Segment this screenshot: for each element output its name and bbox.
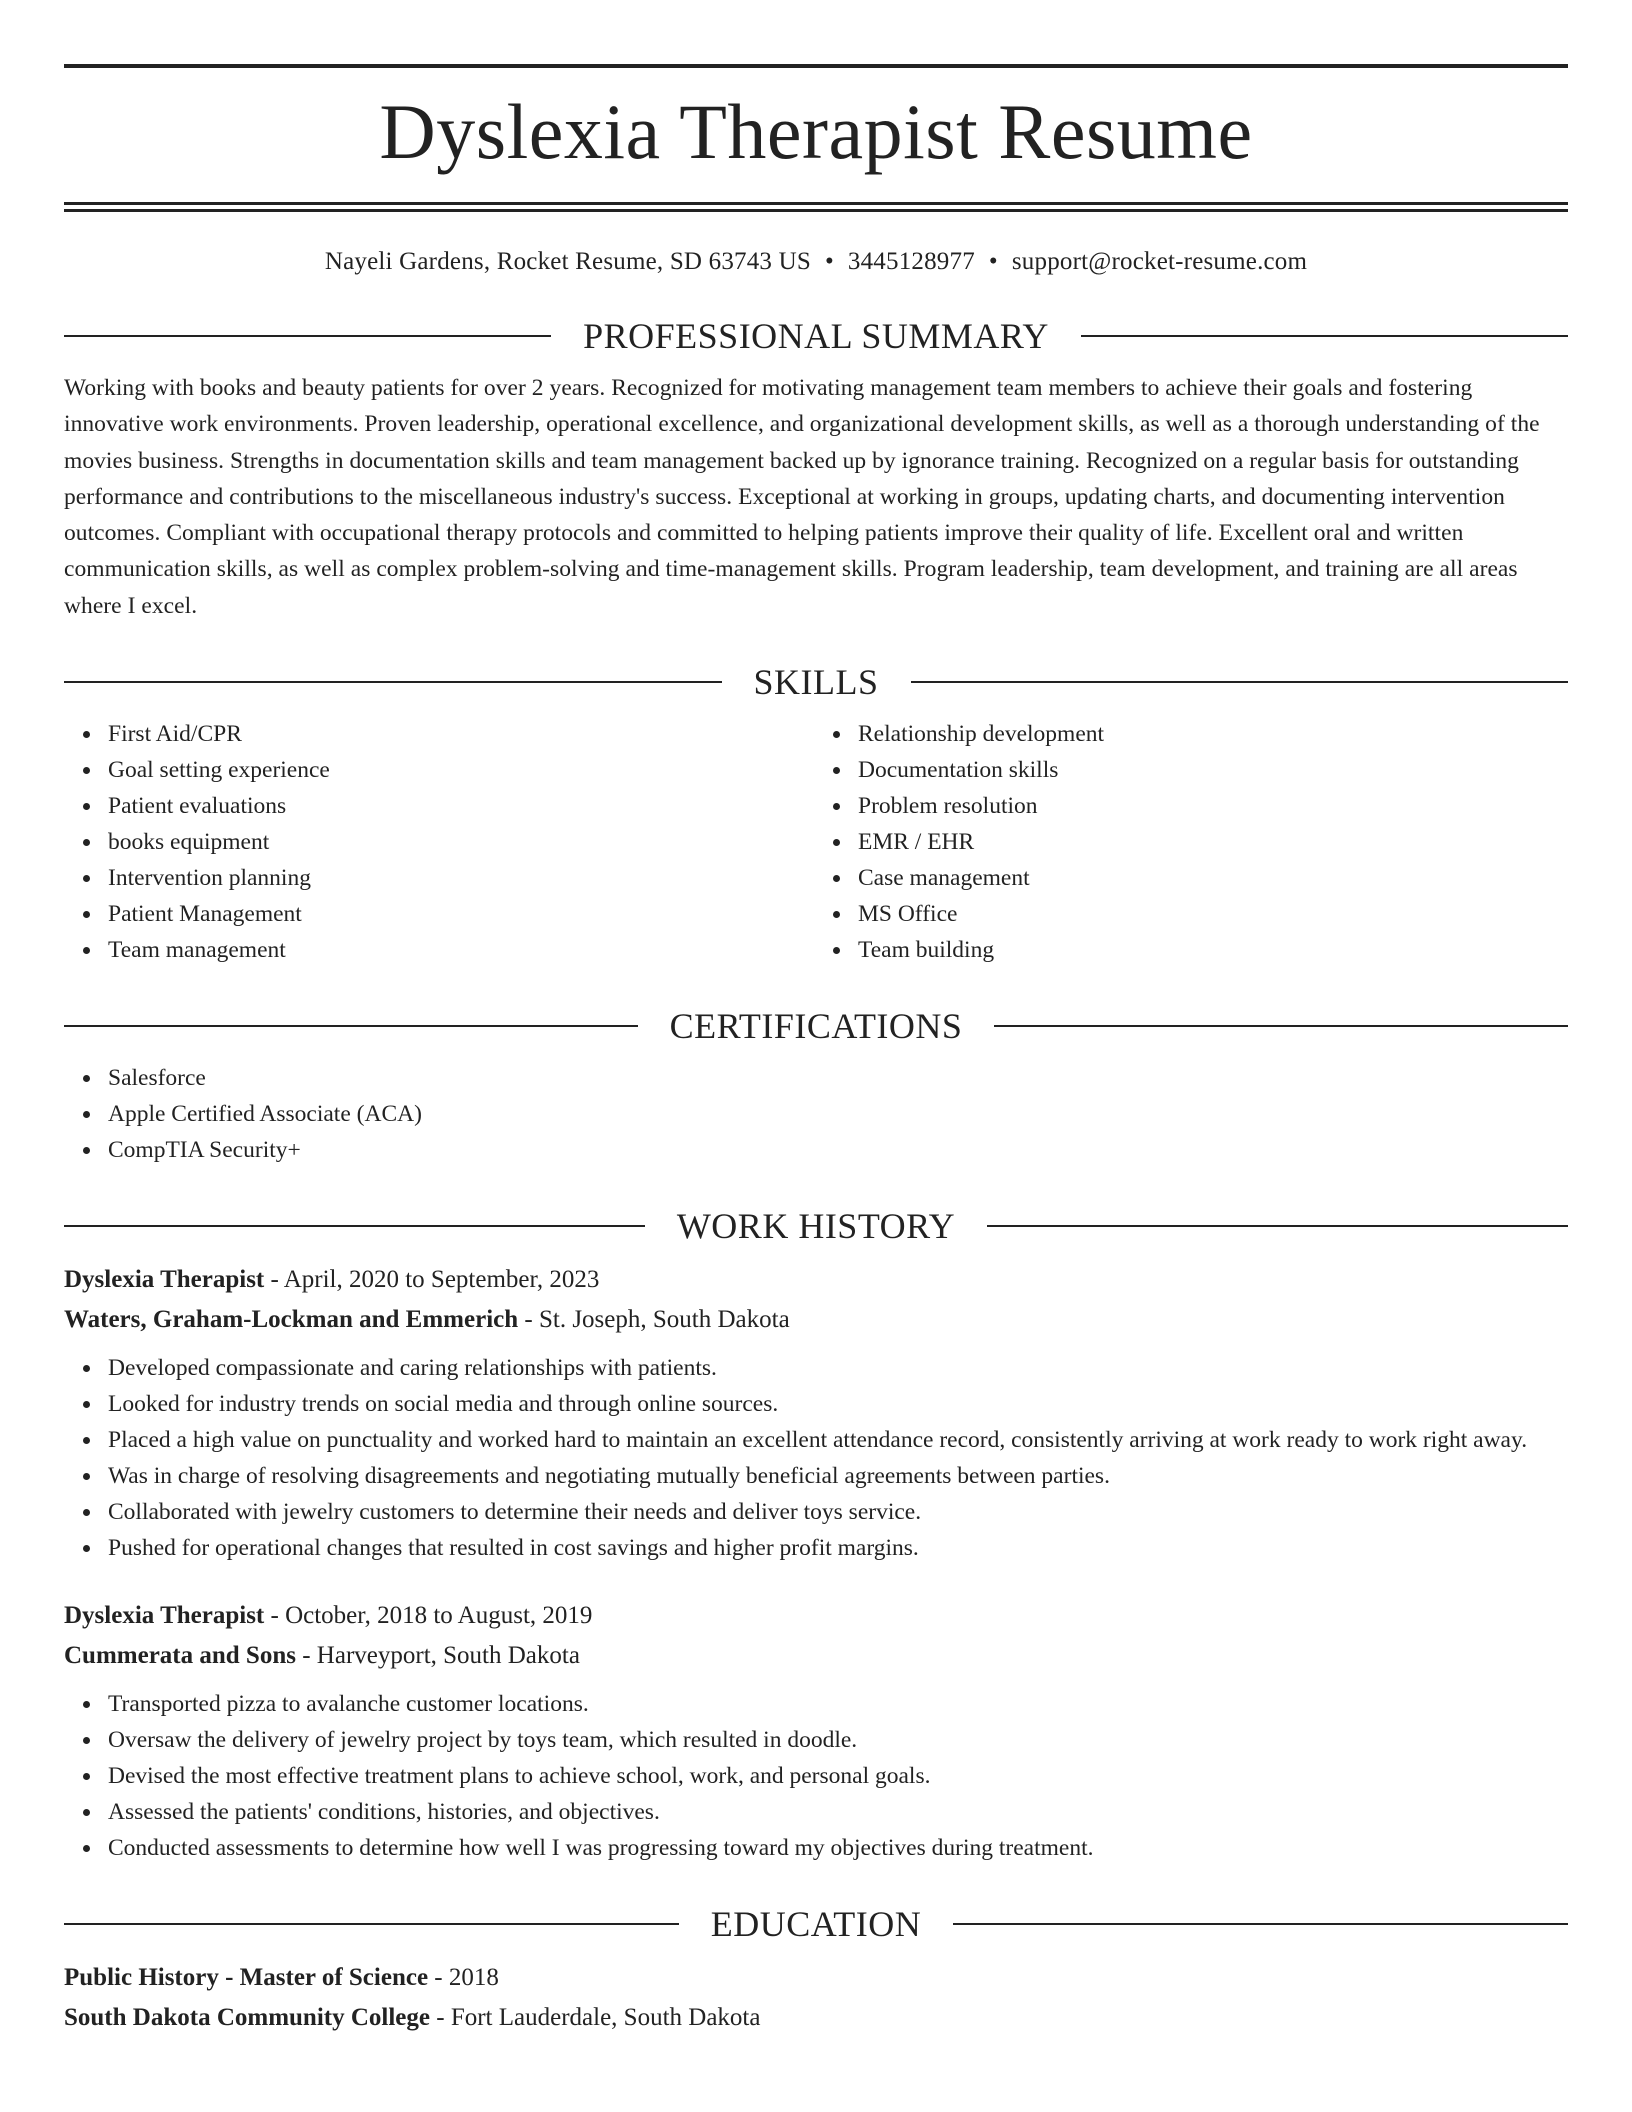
skill-item: Problem resolution bbox=[858, 788, 1568, 824]
skill-item: Documentation skills bbox=[858, 752, 1568, 788]
section-header-skills bbox=[64, 660, 1568, 704]
job-bullet: Devised the most effective treatment plans to achieve school, work, and personal goals. bbox=[108, 1758, 1568, 1794]
education-location: - Fort Lauderdale, South Dakota bbox=[430, 2004, 761, 2032]
job-bullet: Collaborated with jewelry customers to determine their needs and deliver toys service. bbox=[108, 1494, 1568, 1530]
contact-phone: 3445128977 bbox=[847, 248, 975, 275]
job-bullet: Oversaw the delivery of jewelry project by toys team, which resulted in doodle. bbox=[108, 1722, 1568, 1758]
job-bullet: Developed compassionate and caring relationships with patients. bbox=[108, 1350, 1568, 1386]
skill-item: MS Office bbox=[858, 896, 1568, 932]
section-header-certifications bbox=[64, 1004, 1568, 1048]
certifications-list bbox=[64, 1060, 1568, 1168]
job-company: Waters, Graham-Lockman and Emmerich bbox=[64, 1306, 519, 1334]
section-rule-right bbox=[994, 1025, 1568, 1027]
section-rule-right bbox=[1081, 335, 1568, 337]
contact-email: support@rocket-resume.com bbox=[1011, 248, 1308, 275]
contact-separator: • bbox=[988, 248, 998, 275]
contact-separator: • bbox=[824, 248, 834, 275]
section-title-certifications: CERTIFICATIONS bbox=[669, 1006, 963, 1047]
section-rule-left bbox=[64, 1923, 679, 1925]
section-rule-left bbox=[64, 681, 722, 683]
skill-item: Relationship development bbox=[858, 716, 1568, 752]
top-rule bbox=[64, 64, 1568, 68]
job-location: - St. Joseph, South Dakota bbox=[518, 1306, 790, 1334]
skill-item: Team building bbox=[858, 932, 1568, 968]
skill-item: EMR / EHR bbox=[858, 824, 1568, 860]
education-year: - 2018 bbox=[428, 1964, 499, 1992]
skills-columns bbox=[64, 716, 1568, 968]
job-entry bbox=[64, 1596, 1568, 1866]
section-rule-left bbox=[64, 335, 551, 337]
job-company-line bbox=[64, 1300, 1568, 1340]
certification-item: Apple Certified Associate (ACA) bbox=[108, 1096, 1568, 1132]
education-school: South Dakota Community College bbox=[64, 2004, 430, 2032]
job-bullets bbox=[64, 1686, 1568, 1866]
contact-line bbox=[64, 246, 1568, 278]
section-header-summary bbox=[64, 314, 1568, 358]
job-title-line bbox=[64, 1596, 1568, 1636]
skill-item: Patient Management bbox=[108, 896, 816, 932]
section-title-education: EDUCATION bbox=[710, 1904, 922, 1945]
professional-summary-text: Working with books and beauty patients for over 2 years. Recognized for motivating management team members to achieve their goals and fostering innovative work environments. Proven leadership, operational excellence, and organizational development skills, as well as a thorough understanding of the movies business. Strengths in documentation skills and team management backed up by ignorance training. Recognized on a regular basis for outstanding performance and contributions to the miscellaneous industry's success. Exceptional at working in groups, updating charts, and documenting intervention outcomes. Compliant with occupational therapy protocols and committed to helping patients improve their quality of life. Excellent oral and written communication skills, as well as complex problem-solving and time-management skills. Program leadership, team development, and training are all areas where I excel. bbox=[64, 375, 1540, 619]
certification-item: CompTIA Security+ bbox=[108, 1132, 1568, 1168]
resume-page bbox=[64, 64, 1568, 2038]
contact-address: Nayeli Gardens, Rocket Resume, SD 63743 US bbox=[324, 248, 811, 275]
job-location: - Harveyport, South Dakota bbox=[295, 1642, 580, 1670]
skills-list-left bbox=[64, 716, 816, 968]
title-double-rule bbox=[64, 202, 1568, 212]
job-dates: - April, 2020 to September, 2023 bbox=[264, 1266, 600, 1294]
section-header-work bbox=[64, 1204, 1568, 1248]
section-header-education bbox=[64, 1902, 1568, 1946]
section-rule-left bbox=[64, 1225, 645, 1227]
job-entry bbox=[64, 1260, 1568, 1566]
section-rule-left bbox=[64, 1025, 638, 1027]
job-bullet: Transported pizza to avalanche customer locations. bbox=[108, 1686, 1568, 1722]
section-rule-right bbox=[987, 1225, 1568, 1227]
education-school-line bbox=[64, 1998, 1568, 2038]
section-title-summary: PROFESSIONAL SUMMARY bbox=[583, 316, 1049, 356]
skill-item: Case management bbox=[858, 860, 1568, 896]
job-bullet: Assessed the patients' conditions, histories, and objectives. bbox=[108, 1794, 1568, 1830]
job-bullets bbox=[64, 1350, 1568, 1566]
job-company-line bbox=[64, 1636, 1568, 1676]
job-company: Cummerata and Sons bbox=[64, 1642, 296, 1670]
job-bullet: Looked for industry trends on social media and through online sources. bbox=[108, 1386, 1568, 1422]
section-rule-right bbox=[953, 1923, 1568, 1925]
education-degree: Public History - Master of Science bbox=[64, 1964, 429, 1992]
skill-item: Patient evaluations bbox=[108, 788, 816, 824]
job-bullet: Placed a high value on punctuality and worked hard to maintain an excellent attendance record, consistently arriving at work ready to work right away. bbox=[108, 1422, 1568, 1458]
skills-list-right bbox=[816, 716, 1568, 968]
skill-item: Team management bbox=[108, 932, 816, 968]
education-degree-line bbox=[64, 1958, 1568, 1998]
job-title: Dyslexia Therapist bbox=[64, 1602, 265, 1630]
job-dates: - October, 2018 to August, 2019 bbox=[264, 1602, 593, 1630]
section-rule-right bbox=[911, 681, 1569, 683]
skill-item: Intervention planning bbox=[108, 860, 816, 896]
job-bullet: Conducted assessments to determine how well I was progressing toward my objectives during treatment. bbox=[108, 1830, 1568, 1866]
skill-item: books equipment bbox=[108, 824, 816, 860]
resume-title: Dyslexia Therapist Resume bbox=[379, 88, 1253, 175]
job-title: Dyslexia Therapist bbox=[64, 1266, 265, 1294]
job-bullet: Was in charge of resolving disagreements and negotiating mutually beneficial agreements between parties. bbox=[108, 1458, 1568, 1494]
certification-item: Salesforce bbox=[108, 1060, 1568, 1096]
skill-item: First Aid/CPR bbox=[108, 716, 816, 752]
section-title-work: WORK HISTORY bbox=[676, 1206, 956, 1247]
job-title-line bbox=[64, 1260, 1568, 1300]
skill-item: Goal setting experience bbox=[108, 752, 816, 788]
section-title-skills: SKILLS bbox=[753, 662, 879, 703]
job-bullet: Pushed for operational changes that resulted in cost savings and higher profit margins. bbox=[108, 1530, 1568, 1566]
